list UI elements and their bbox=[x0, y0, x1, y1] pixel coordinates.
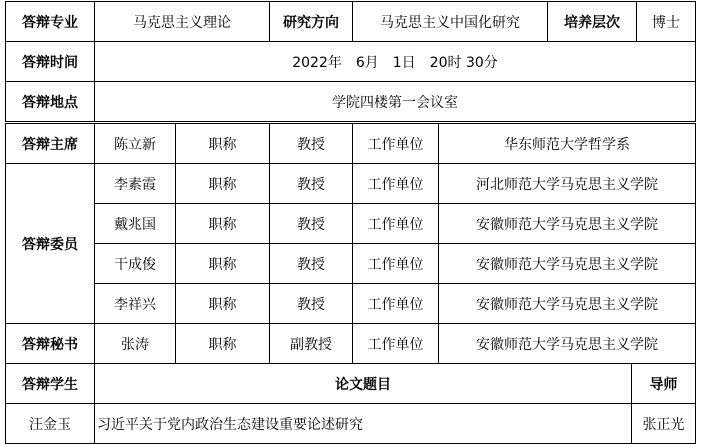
member-row bbox=[6, 284, 696, 324]
major-value: 马克思主义理论 bbox=[95, 2, 270, 42]
unit-label: 工作单位 bbox=[353, 204, 439, 244]
direction-label: 研究方向 bbox=[270, 2, 353, 42]
chair-title: 教授 bbox=[270, 124, 353, 164]
unit-label: 工作单位 bbox=[353, 324, 439, 364]
thesis-title: 习近平关于党内政治生态建设重要论述研究 bbox=[95, 404, 632, 444]
secretary-unit: 安徽师范大学马克思主义学院 bbox=[439, 324, 696, 364]
member-title: 教授 bbox=[270, 244, 353, 284]
place-label: 答辩地点 bbox=[6, 82, 95, 122]
member-unit: 河北师范大学马克思主义学院 bbox=[439, 164, 696, 204]
member-title: 教授 bbox=[270, 284, 353, 324]
secretary-label: 答辩秘书 bbox=[6, 324, 95, 364]
title-label: 职称 bbox=[176, 164, 270, 204]
member-row bbox=[6, 164, 696, 204]
time-value: 2022年 6月 1日 20时 30分 bbox=[95, 42, 696, 82]
members-label: 答辩委员 bbox=[6, 164, 95, 324]
member-unit: 安徽师范大学马克思主义学院 bbox=[439, 244, 696, 284]
member-row bbox=[6, 204, 696, 244]
time-row bbox=[6, 42, 696, 82]
chair-row bbox=[6, 124, 696, 164]
chair-label: 答辩主席 bbox=[6, 124, 95, 164]
place-row bbox=[6, 82, 696, 122]
member-title: 教授 bbox=[270, 204, 353, 244]
secretary-row bbox=[6, 324, 696, 364]
title-label: 职称 bbox=[176, 244, 270, 284]
student-header: 答辩学生 bbox=[6, 364, 95, 404]
thesis-header: 论文题目 bbox=[95, 364, 632, 404]
place-value: 学院四楼第一会议室 bbox=[95, 82, 696, 122]
student-name: 汪金玉 bbox=[6, 404, 95, 444]
advisor-header: 导师 bbox=[632, 364, 696, 404]
chair-name: 陈立新 bbox=[95, 124, 176, 164]
member-title: 教授 bbox=[270, 164, 353, 204]
unit-label: 工作单位 bbox=[353, 124, 439, 164]
major-label: 答辩专业 bbox=[6, 2, 95, 42]
member-row bbox=[6, 244, 696, 284]
unit-label: 工作单位 bbox=[353, 164, 439, 204]
secretary-title: 副教授 bbox=[270, 324, 353, 364]
unit-label: 工作单位 bbox=[353, 244, 439, 284]
student-header-row bbox=[6, 364, 696, 404]
member-name: 戴兆国 bbox=[95, 204, 176, 244]
title-label: 职称 bbox=[176, 324, 270, 364]
member-name: 干成俊 bbox=[95, 244, 176, 284]
direction-value: 马克思主义中国化研究 bbox=[353, 2, 548, 42]
title-label: 职称 bbox=[176, 284, 270, 324]
defense-basic-info-table bbox=[5, 1, 696, 122]
title-label: 职称 bbox=[176, 124, 270, 164]
member-name: 李素霞 bbox=[95, 164, 176, 204]
unit-label: 工作单位 bbox=[353, 284, 439, 324]
level-label: 培养层次 bbox=[548, 2, 637, 42]
student-row bbox=[6, 404, 696, 444]
time-label: 答辩时间 bbox=[6, 42, 95, 82]
major-row bbox=[6, 2, 696, 42]
chair-unit: 华东师范大学哲学系 bbox=[439, 124, 696, 164]
secretary-name: 张涛 bbox=[95, 324, 176, 364]
advisor-name: 张正光 bbox=[632, 404, 696, 444]
title-label: 职称 bbox=[176, 204, 270, 244]
member-name: 李祥兴 bbox=[95, 284, 176, 324]
student-thesis-table bbox=[5, 363, 696, 444]
member-unit: 安徽师范大学马克思主义学院 bbox=[439, 284, 696, 324]
committee-table bbox=[5, 123, 696, 364]
member-unit: 安徽师范大学马克思主义学院 bbox=[439, 204, 696, 244]
level-value: 博士 bbox=[637, 2, 696, 42]
